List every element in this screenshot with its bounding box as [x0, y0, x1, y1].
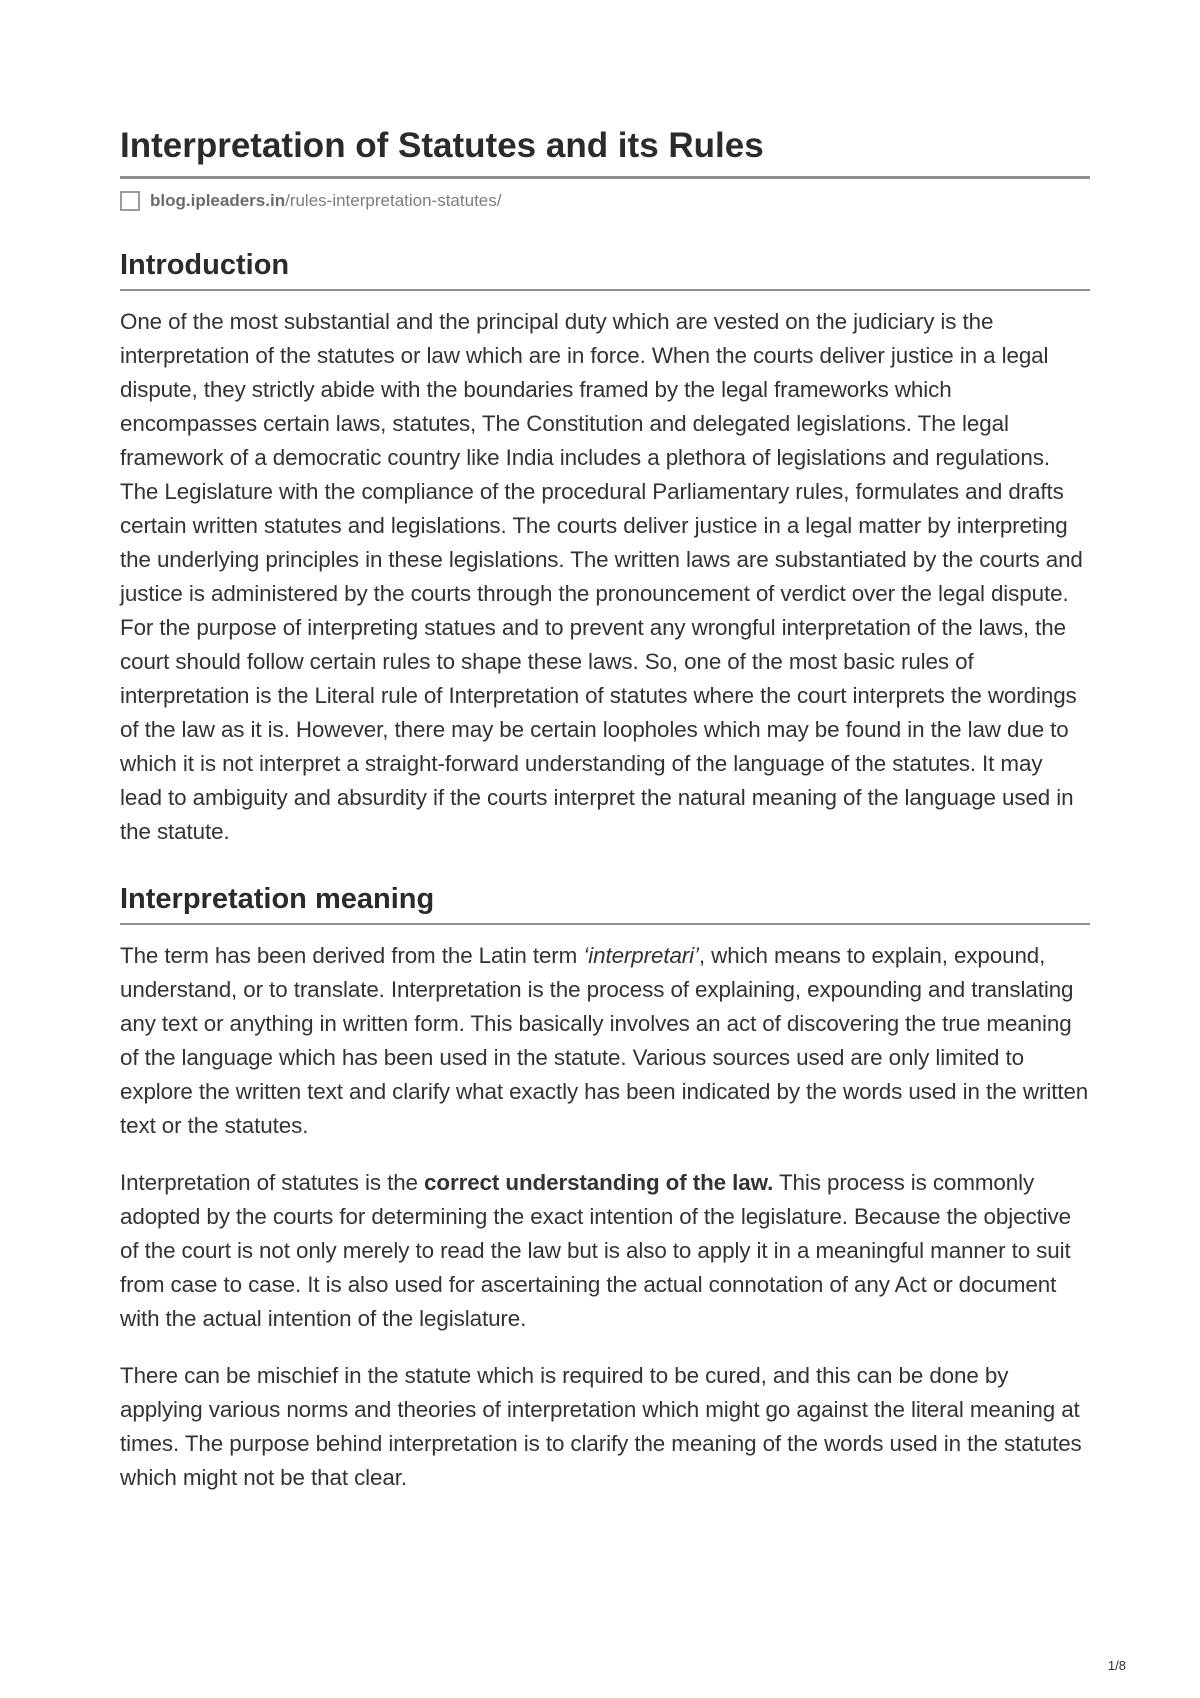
- text-run: The term has been derived from the Latin term: [120, 943, 584, 968]
- meaning-paragraph-2: [120, 1166, 1090, 1336]
- bold-phrase: correct understanding of the law.: [424, 1170, 774, 1195]
- text-run: Interpretation of statutes is the: [120, 1170, 425, 1195]
- meaning-paragraph-3: There can be mischief in the statute which is required to be cured, and this can be done by applying various norms and theories of interpretation which might go against the literal meaning at times. The purpose behind interpretation is to clarify the meaning of the words used in the statutes which might not be that clear.: [120, 1363, 1082, 1490]
- intro-paragraph: One of the most substantial and the principal duty which are vested on the judiciary is the interpretation of the statutes or law which are in force. When the courts deliver justice in a legal dispute, they strictly abide with the boundaries framed by the legal frameworks which encompasses certain laws, statutes, The Constitution and delegated legislations. The legal framework of a democratic country like India includes a plethora of legislations and regulations. The Legislature with the compliance of the procedural Parliamentary rules, formulates and drafts certain written statutes and legislations. The courts deliver justice in a legal matter by interpreting the underlying principles in these legislations. The written laws are substantiated by the courts and justice is administered by the courts through the pronouncement of verdict over the legal dispute. For the purpose of interpreting statues and to prevent any wrongful interpretation of the laws, the court should follow certain rules to shape these laws. So, one of the most basic rules of interpretation is the Literal rule of Interpretation of statutes where the court interprets the wordings of the law as it is. However, there may be certain loopholes which may be found in the law due to which it is not interpret a straight-forward understanding of the language of the statutes. It may lead to ambiguity and absurdity if the courts interpret the natural meaning of the language used in the statute.: [120, 309, 1083, 844]
- checkbox-icon: [120, 191, 140, 211]
- italic-term: ‘interpretari’: [583, 943, 699, 968]
- meaning-paragraph-1: [120, 939, 1090, 1143]
- document-page: [120, 126, 1090, 1495]
- source-path: /rules-interpretation-statutes/: [285, 191, 502, 210]
- page-number: 1/8: [1107, 1658, 1126, 1673]
- text-run: , which means to explain, expound, understand, or to translate. Interpretation is the process of explaining, expounding and translating any text or anything in written form. This basically involves an act of discovering the true meaning of the language which has been used in the statute. Various sources used are only limited to explore the written text and clarify what exactly has been indicated by the words used in the written text or the statutes.: [120, 943, 1089, 1138]
- section-heading-introduction: Introduction: [120, 247, 1090, 291]
- section-heading-interpretation-meaning: Interpretation meaning: [120, 881, 1090, 925]
- page-title: Interpretation of Statutes and its Rules: [120, 126, 1090, 179]
- source-link[interactable]: [120, 188, 1090, 214]
- text-run: This process is commonly adopted by the courts for determining the exact intention of the legislature. Because the objective of the court is not only merely to read the law but is also to apply it in a meaningful manner to suit from case to case. It is also used for ascertaining the actual connotation of any Act or document with the actual intention of the legislature.: [120, 1170, 1072, 1331]
- source-domain: blog.ipleaders.in: [150, 191, 286, 210]
